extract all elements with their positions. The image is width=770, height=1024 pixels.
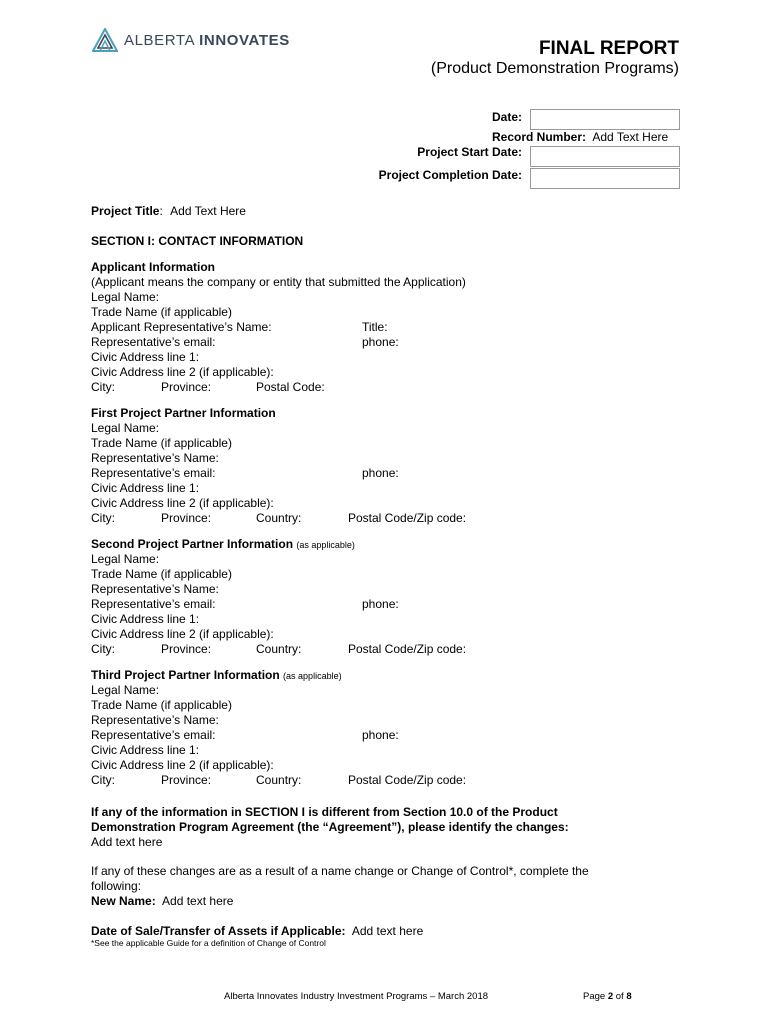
partner2-address-1: Civic Address line 1: bbox=[91, 612, 200, 626]
project-start-input[interactable] bbox=[530, 146, 680, 167]
partner2-rep-name: Representative’s Name: bbox=[91, 582, 219, 596]
name-change-line-2: following: bbox=[91, 879, 142, 893]
partner3-province: Province: bbox=[161, 773, 212, 787]
project-title-value[interactable]: Add Text Here bbox=[170, 204, 246, 218]
changes-answer[interactable]: Add text here bbox=[91, 835, 163, 849]
partner2-postal: Postal Code/Zip code: bbox=[348, 642, 467, 656]
logo-mark-icon bbox=[92, 28, 118, 52]
partner2-trade-name: Trade Name (if applicable) bbox=[91, 567, 232, 581]
partner2-heading-row bbox=[91, 537, 355, 551]
changes-question-line-2: Demonstration Program Agreement (the “Agreement”), please identify the changes: bbox=[91, 820, 569, 834]
partner3-postal: Postal Code/Zip code: bbox=[348, 773, 467, 787]
report-title: FINAL REPORT bbox=[538, 38, 679, 59]
project-completion-input[interactable] bbox=[530, 168, 680, 189]
sale-date-value[interactable]: Add text here bbox=[351, 924, 424, 938]
project-completion-label: Project Completion Date: bbox=[378, 168, 522, 182]
partner1-phone: phone: bbox=[362, 466, 399, 480]
logo-brand-bold: INNOVATES bbox=[199, 31, 290, 49]
changes-question-line-1: If any of the information in SECTION I is different from Section 10.0 of the Product bbox=[91, 805, 558, 819]
partner1-country: Country: bbox=[256, 511, 302, 525]
partner3-note: (as applicable) bbox=[283, 671, 342, 681]
applicant-postal: Postal Code: bbox=[256, 380, 325, 394]
partner2-note: (as applicable) bbox=[296, 540, 355, 550]
project-title-label: Project Title bbox=[91, 204, 160, 218]
partner3-address-1: Civic Address line 1: bbox=[91, 743, 200, 757]
partner2-address-2: Civic Address line 2 (if applicable): bbox=[91, 627, 274, 641]
partner3-rep-email: Representative’s email: bbox=[91, 728, 216, 742]
partner3-heading: Third Project Partner Information bbox=[91, 668, 280, 682]
applicant-trade-name: Trade Name (if applicable) bbox=[91, 305, 232, 319]
partner2-city: City: bbox=[91, 642, 115, 656]
date-label: Date: bbox=[491, 110, 522, 124]
partner3-trade-name: Trade Name (if applicable) bbox=[91, 698, 232, 712]
partner1-rep-email: Representative’s email: bbox=[91, 466, 216, 480]
applicant-phone: phone: bbox=[362, 335, 399, 349]
project-title-sep: : bbox=[159, 204, 163, 218]
change-of-control-footnote: *See the applicable Guide for a definition of Change of Control bbox=[91, 938, 326, 948]
record-number-row bbox=[492, 130, 668, 144]
logo-text bbox=[124, 32, 290, 49]
record-number-value[interactable]: Add Text Here bbox=[592, 130, 669, 144]
page-current: 2 bbox=[607, 991, 614, 1002]
partner3-phone: phone: bbox=[362, 728, 399, 742]
sale-date-row bbox=[91, 924, 423, 938]
applicant-note: (Applicant means the company or entity that submitted the Application) bbox=[91, 275, 466, 289]
project-start-label: Project Start Date: bbox=[417, 145, 522, 159]
partner2-phone: phone: bbox=[362, 597, 399, 611]
footer-text: Alberta Innovates Industry Investment Programs – March 2018 bbox=[224, 991, 489, 1002]
applicant-title: Title: bbox=[362, 320, 388, 334]
partner2-heading: Second Project Partner Information bbox=[91, 537, 294, 551]
page-total: 8 bbox=[626, 991, 632, 1002]
partner2-legal-name: Legal Name: bbox=[91, 552, 160, 566]
logo-brand-light: ALBERTA bbox=[124, 31, 195, 49]
partner1-city: City: bbox=[91, 511, 115, 525]
report-subtitle: (Product Demonstration Programs) bbox=[430, 60, 679, 77]
partner3-heading-row bbox=[91, 668, 342, 682]
name-change-line-1: If any of these changes are as a result of a name change or Change of Control*, complete the bbox=[91, 864, 589, 878]
partner3-rep-name: Representative’s Name: bbox=[91, 713, 219, 727]
applicant-address-2: Civic Address line 2 (if applicable): bbox=[91, 365, 274, 379]
project-title-row bbox=[91, 204, 246, 218]
partner1-province: Province: bbox=[161, 511, 212, 525]
partner1-address-1: Civic Address line 1: bbox=[91, 481, 200, 495]
partner2-province: Province: bbox=[161, 642, 212, 656]
partner1-legal-name: Legal Name: bbox=[91, 421, 160, 435]
partner1-heading: First Project Partner Information bbox=[91, 406, 276, 420]
applicant-heading: Applicant Information bbox=[91, 260, 215, 274]
partner3-legal-name: Legal Name: bbox=[91, 683, 160, 697]
partner1-address-2: Civic Address line 2 (if applicable): bbox=[91, 496, 274, 510]
partner3-address-2: Civic Address line 2 (if applicable): bbox=[91, 758, 274, 772]
new-name-value[interactable]: Add text here bbox=[162, 894, 234, 908]
sale-date-label: Date of Sale/Transfer of Assets if Applicable: bbox=[91, 924, 346, 938]
partner2-rep-email: Representative’s email: bbox=[91, 597, 216, 611]
partner1-postal: Postal Code/Zip code: bbox=[348, 511, 467, 525]
applicant-address-1: Civic Address line 1: bbox=[91, 350, 200, 364]
applicant-rep-name: Applicant Representative’s Name: bbox=[91, 320, 272, 334]
record-number-label: Record Number: bbox=[492, 130, 587, 144]
of-word: of bbox=[615, 991, 624, 1002]
new-name-label: New Name: bbox=[91, 894, 156, 908]
partner1-trade-name: Trade Name (if applicable) bbox=[91, 436, 232, 450]
applicant-province: Province: bbox=[161, 380, 212, 394]
page-number bbox=[583, 991, 632, 1002]
new-name-row bbox=[91, 894, 233, 908]
applicant-city: City: bbox=[91, 380, 115, 394]
partner2-country: Country: bbox=[256, 642, 302, 656]
partner3-country: Country: bbox=[256, 773, 302, 787]
partner1-rep-name: Representative’s Name: bbox=[91, 451, 219, 465]
section-1-heading: SECTION I: CONTACT INFORMATION bbox=[91, 234, 304, 248]
applicant-rep-email: Representative’s email: bbox=[91, 335, 216, 349]
date-input[interactable] bbox=[530, 109, 680, 130]
applicant-legal-name: Legal Name: bbox=[91, 290, 160, 304]
partner3-city: City: bbox=[91, 773, 115, 787]
alberta-innovates-logo bbox=[92, 28, 290, 52]
page-word: Page bbox=[583, 991, 606, 1002]
